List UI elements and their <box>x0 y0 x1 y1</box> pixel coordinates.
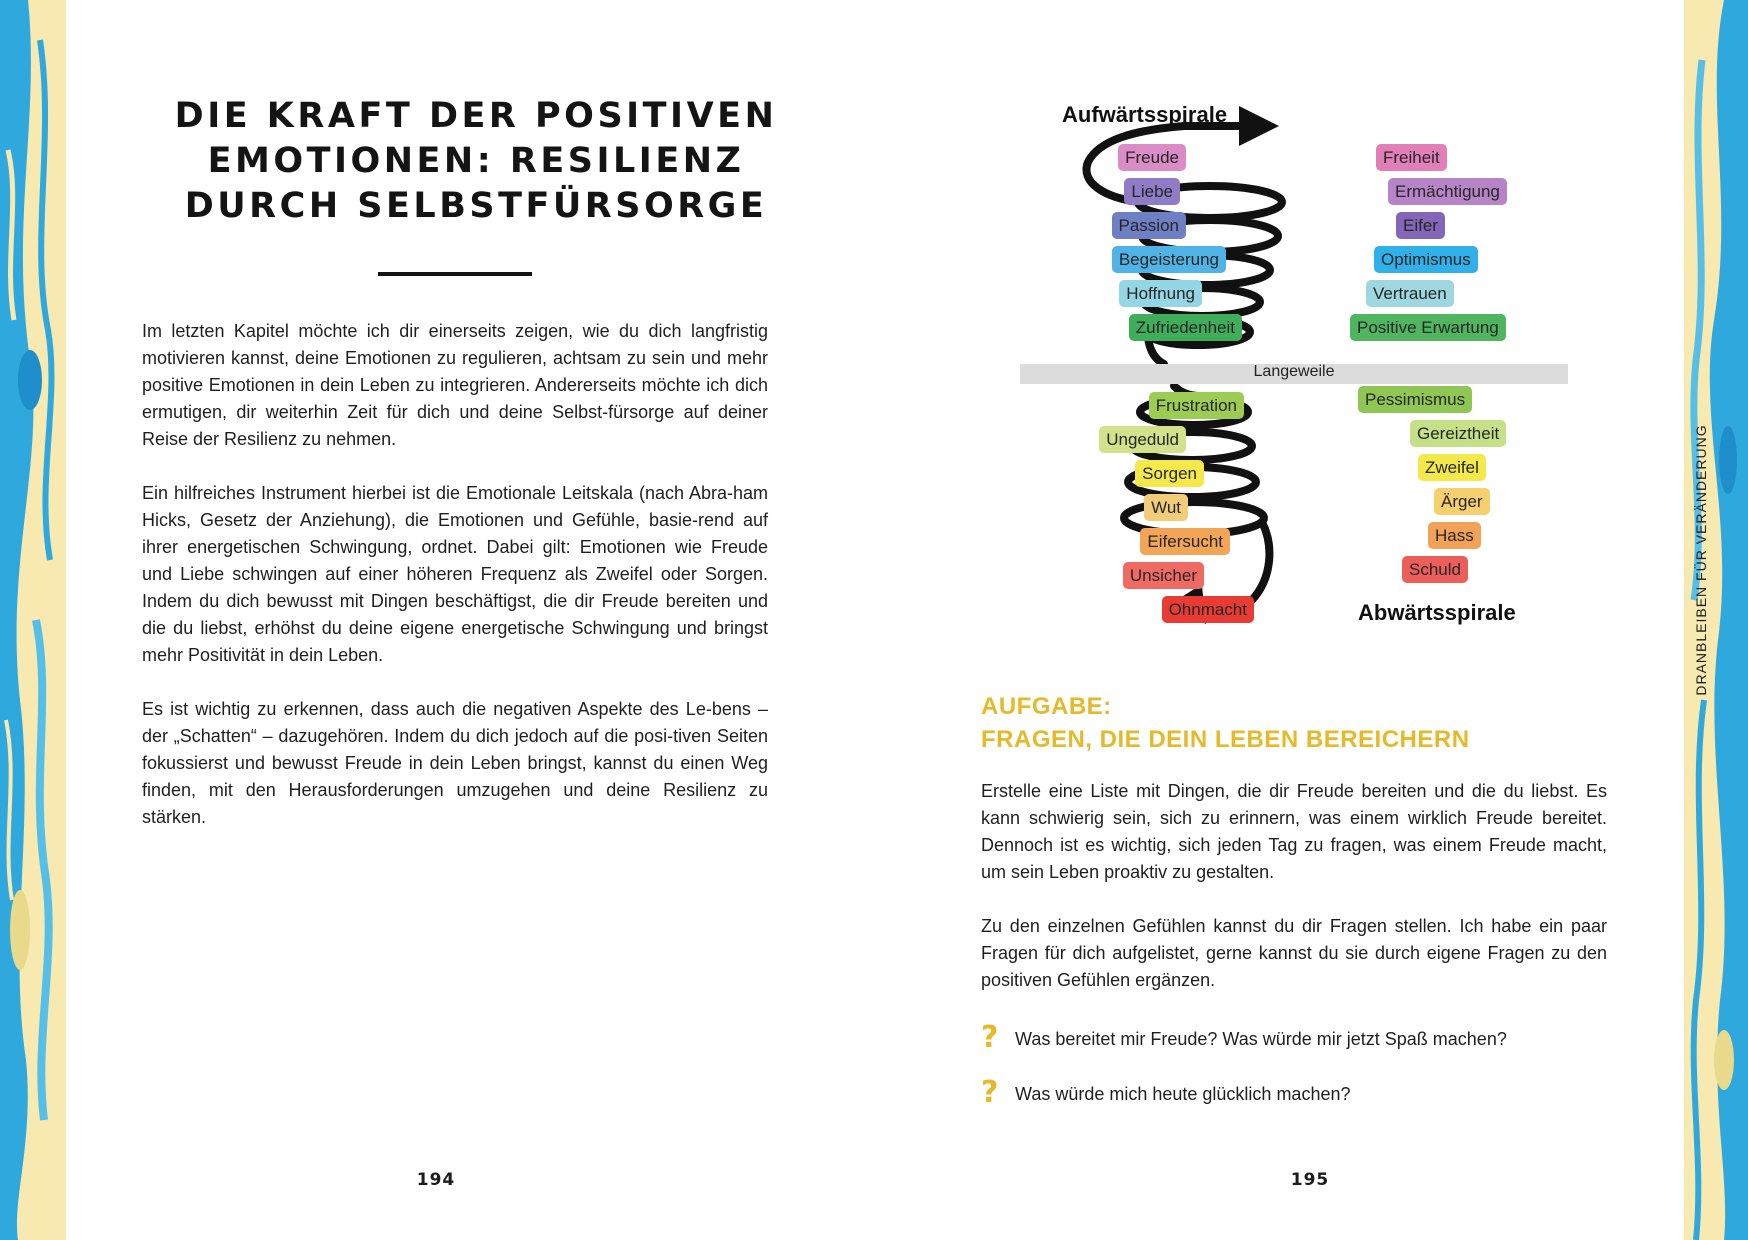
emotion-tag-ungeduld: Ungeduld <box>1099 426 1186 453</box>
up-spiral-label: Aufwärtsspirale <box>1062 102 1228 127</box>
emotion-tag-pessimismus: Pessimismus <box>1358 386 1472 413</box>
question-item <box>981 1022 1601 1062</box>
emotion-tag-frustration: Frustration <box>1149 392 1244 419</box>
page-number-left: 194 <box>416 1170 456 1190</box>
emotion-tag-ohnmacht: Ohnmacht <box>1162 596 1254 623</box>
paragraph: Ein hilfreiches Instrument hierbei ist die Emotionale Leitskala (nach Abra-ham Hicks, Gesetz der Anziehung), die Emotionen und Gefühle, basie-rend auf ihrer energetischen Schwingung, ordnet. Dabei gilt: Emotionen wie Freude und Liebe schwingen auf einer höheren Frequenz als Zweifel oder Sorgen. Indem du dich bewusst mit Dingen beschäftigst, die dir Freude bereiten und die du liebst, erhöhst du deine eigene energetische Schwingung und bringst mehr Positivität in dein Leben. <box>142 483 768 665</box>
emotion-tag-begeisterung: Begeisterung <box>1112 246 1226 273</box>
marbled-edge-left <box>0 0 66 1240</box>
emotion-tag-schuld: Schuld <box>1402 556 1468 583</box>
question-text: Was bereitet mir Freude? Was würde mir jetzt Spaß machen? <box>1015 1029 1507 1049</box>
heading-line-3: DURCH SELBSTFÜRSORGE <box>184 186 768 226</box>
emotion-tag-zufriedenheit: Zufriedenheit <box>1129 314 1242 341</box>
task-heading <box>981 690 1470 756</box>
right-body-text <box>981 778 1607 1021</box>
chapter-heading <box>156 94 796 229</box>
task-heading-line-2: FRAGEN, DIE DEIN LEBEN BEREICHERN <box>981 726 1470 753</box>
emotion-tag-vertrauen: Vertrauen <box>1366 280 1454 307</box>
down-spiral-label: Abwärtsspirale <box>1358 600 1516 625</box>
question-item <box>981 1077 1601 1117</box>
page-number-right: 195 <box>1290 1170 1330 1190</box>
paragraph: Erstelle eine Liste mit Dingen, die dir Freude bereiten und die du liebst. Es kann schwierig sein, sich zu erinnern, was einem wirklich Freude bereitet. Dennoch ist es wichtig, sich jeden Tag zu fragen, was einem Freude macht, um sein Leben proaktiv zu gestalten. <box>981 781 1607 882</box>
heading-line-2: EMOTIONEN: RESILIENZ <box>207 141 745 181</box>
emotion-tag-eifer: Eifer <box>1396 212 1445 239</box>
question-mark-icon: ? <box>981 1020 999 1055</box>
question-text: Was würde mich heute glücklich machen? <box>1015 1084 1351 1104</box>
emotion-tag-unsicher: Unsicher <box>1123 562 1204 589</box>
emotion-tag-hoffnung: Hoffnung <box>1119 280 1202 307</box>
paragraph: Im letzten Kapitel möchte ich dir einerseits zeigen, wie du dich langfristig motivieren kannst, deine Emotionen zu regulieren, achtsam zu sein und mehr positive Emotionen in dein Leben zu integrieren. Andererseits möchte ich dich ermutigen, dir weiterhin Zeit für dich und deine Selbst-fürsorge auf deiner Reise der Resilienz zu nehmen. <box>142 321 768 449</box>
emotion-tag-freude: Freude <box>1118 144 1186 171</box>
task-heading-line-1: AUFGABE: <box>981 693 1112 720</box>
emotion-tag-hass: Hass <box>1428 522 1481 549</box>
heading-line-1: DIE KRAFT DER POSITIVEN <box>174 96 778 136</box>
emotion-tag-eifersucht: Eifersucht <box>1140 528 1230 555</box>
emotion-tag-passion: Passion <box>1112 212 1186 239</box>
paragraph: Zu den einzelnen Gefühlen kannst du dir Fragen stellen. Ich habe ein paar Fragen für dich aufgelistet, gerne kannst du sie durch eigene Fragen zu den positiven Gefühlen ergänzen. <box>981 916 1607 990</box>
emotion-tag-freiheit: Freiheit <box>1376 144 1447 171</box>
neutral-label: Langeweile <box>1253 363 1335 380</box>
left-body-text <box>142 318 768 858</box>
emotion-tag-wut: Wut <box>1144 494 1188 521</box>
emotional-scale-diagram <box>874 90 1684 650</box>
running-title: DRANBLEIBEN FÜR VERÄNDERUNG <box>1693 424 1709 696</box>
right-page <box>874 0 1684 1240</box>
paragraph: Es ist wichtig zu erkennen, dass auch die negativen Aspekte des Le-bens – der „Schatten“ – dazugehören. Indem du dich jedoch auf die posi-tiven Seiten fokussierst und bewusst Freude in dein Leben bringst, kannst du einen Weg finden, mit den Herausforderungen umzugehen und deine Resilienz zu stärken. <box>142 699 768 827</box>
emotion-tag-zweifel: Zweifel <box>1418 454 1486 481</box>
heading-divider <box>378 272 532 276</box>
emotion-tag-positive-erwartung: Positive Erwartung <box>1350 314 1506 341</box>
emotion-tag-gereiztheit: Gereiztheit <box>1410 420 1506 447</box>
question-mark-icon: ? <box>981 1075 999 1110</box>
emotion-tag-ermächtigung: Ermächtigung <box>1388 178 1507 205</box>
emotion-tag-sorgen: Sorgen <box>1135 460 1204 487</box>
emotion-tag-ärger: Ärger <box>1434 488 1490 515</box>
emotion-tag-optimismus: Optimismus <box>1374 246 1478 273</box>
left-page <box>66 0 874 1240</box>
emotion-tag-liebe: Liebe <box>1124 178 1180 205</box>
